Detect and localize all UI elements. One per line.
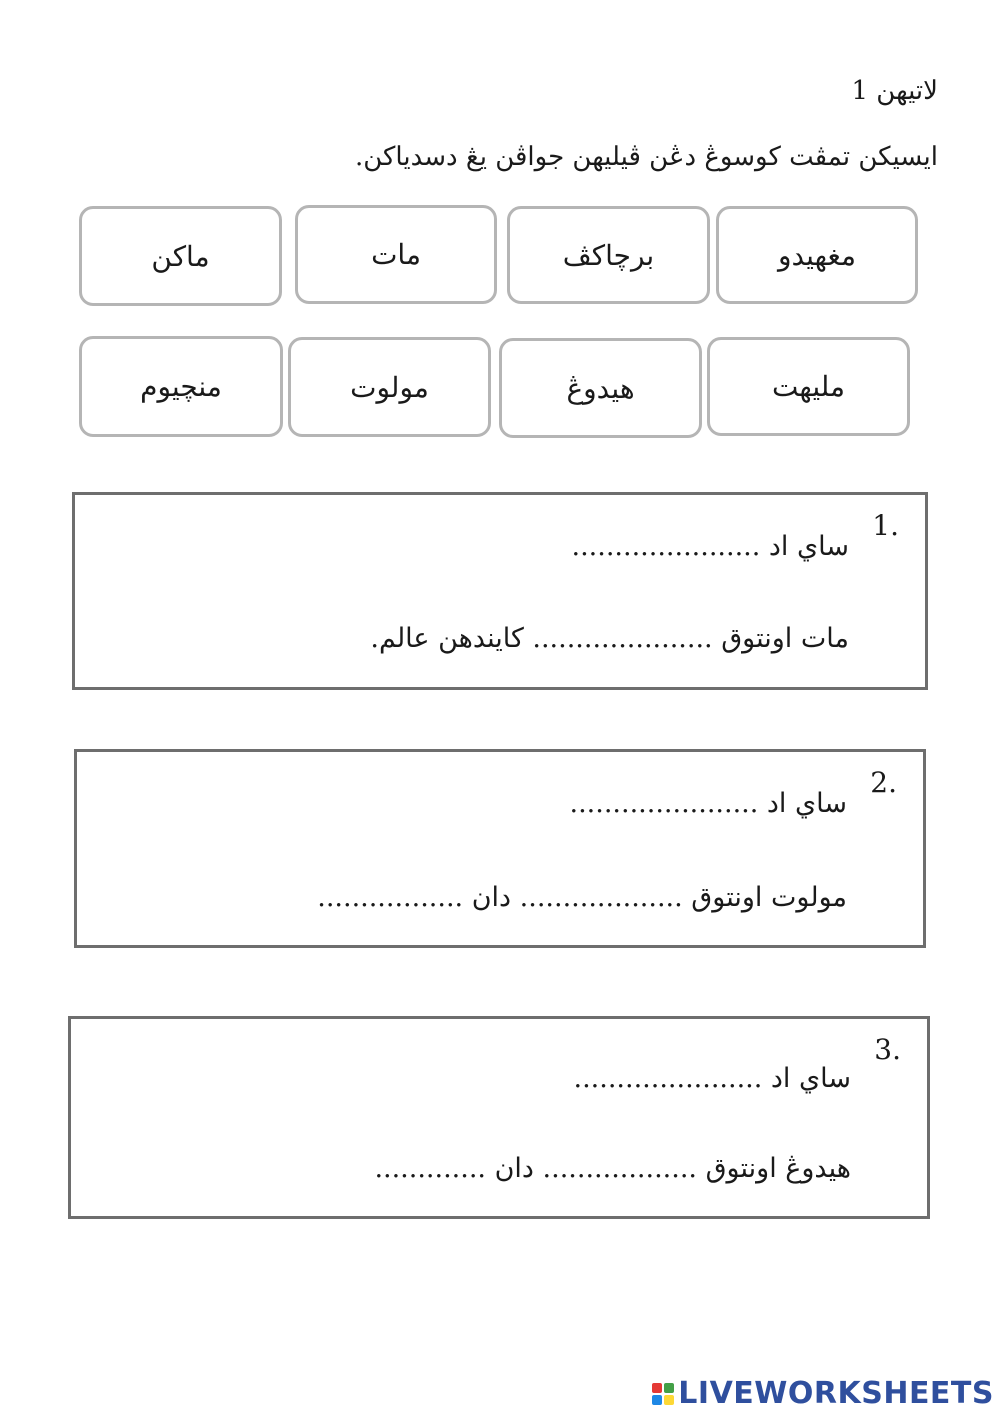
question-number: 1. [872, 509, 899, 542]
question-box-2 [74, 749, 926, 948]
word-bank-item[interactable]: منچيوم [79, 336, 283, 437]
word-bank-item[interactable]: هيدوڠ [499, 338, 702, 438]
question-line-2[interactable]: مات اونتوق ..................... كايندهن عالم. [370, 623, 849, 654]
question-number: 3. [874, 1033, 901, 1066]
question-box-1 [72, 492, 928, 690]
liveworksheets-logo[interactable] [652, 1376, 994, 1411]
word-bank-item[interactable]: ماكن [79, 206, 282, 306]
word-bank-item[interactable]: مغهيدو [716, 206, 918, 304]
question-box-3 [68, 1016, 930, 1219]
exercise-title: لاتيهن 1 [851, 76, 938, 106]
question-line-1[interactable]: ساي اد ...................... [569, 788, 847, 819]
instruction-text: ايسيكن تمڤت كوسوڠ دڠن ڤيليهن جواڤن يڠ دسدياكن. [354, 142, 938, 172]
question-line-1[interactable]: ساي اد ...................... [573, 1063, 851, 1094]
word-bank-item[interactable]: مليهت [707, 337, 910, 436]
liveworksheets-icon [652, 1383, 674, 1405]
question-number: 2. [870, 766, 897, 799]
question-line-2[interactable]: هيدوڠ اونتوق .................. دان ............. [374, 1153, 851, 1184]
question-line-2[interactable]: مولوت اونتوق ................... دان ................. [317, 882, 847, 913]
question-line-1[interactable]: ساي اد ...................... [571, 531, 849, 562]
word-bank-item[interactable]: مات [295, 205, 497, 304]
brand-text: LIVEWORKSHEETS [678, 1376, 994, 1411]
word-bank-item[interactable]: مولوت [288, 337, 491, 437]
word-bank-item[interactable]: برچاكڤ [507, 206, 710, 304]
